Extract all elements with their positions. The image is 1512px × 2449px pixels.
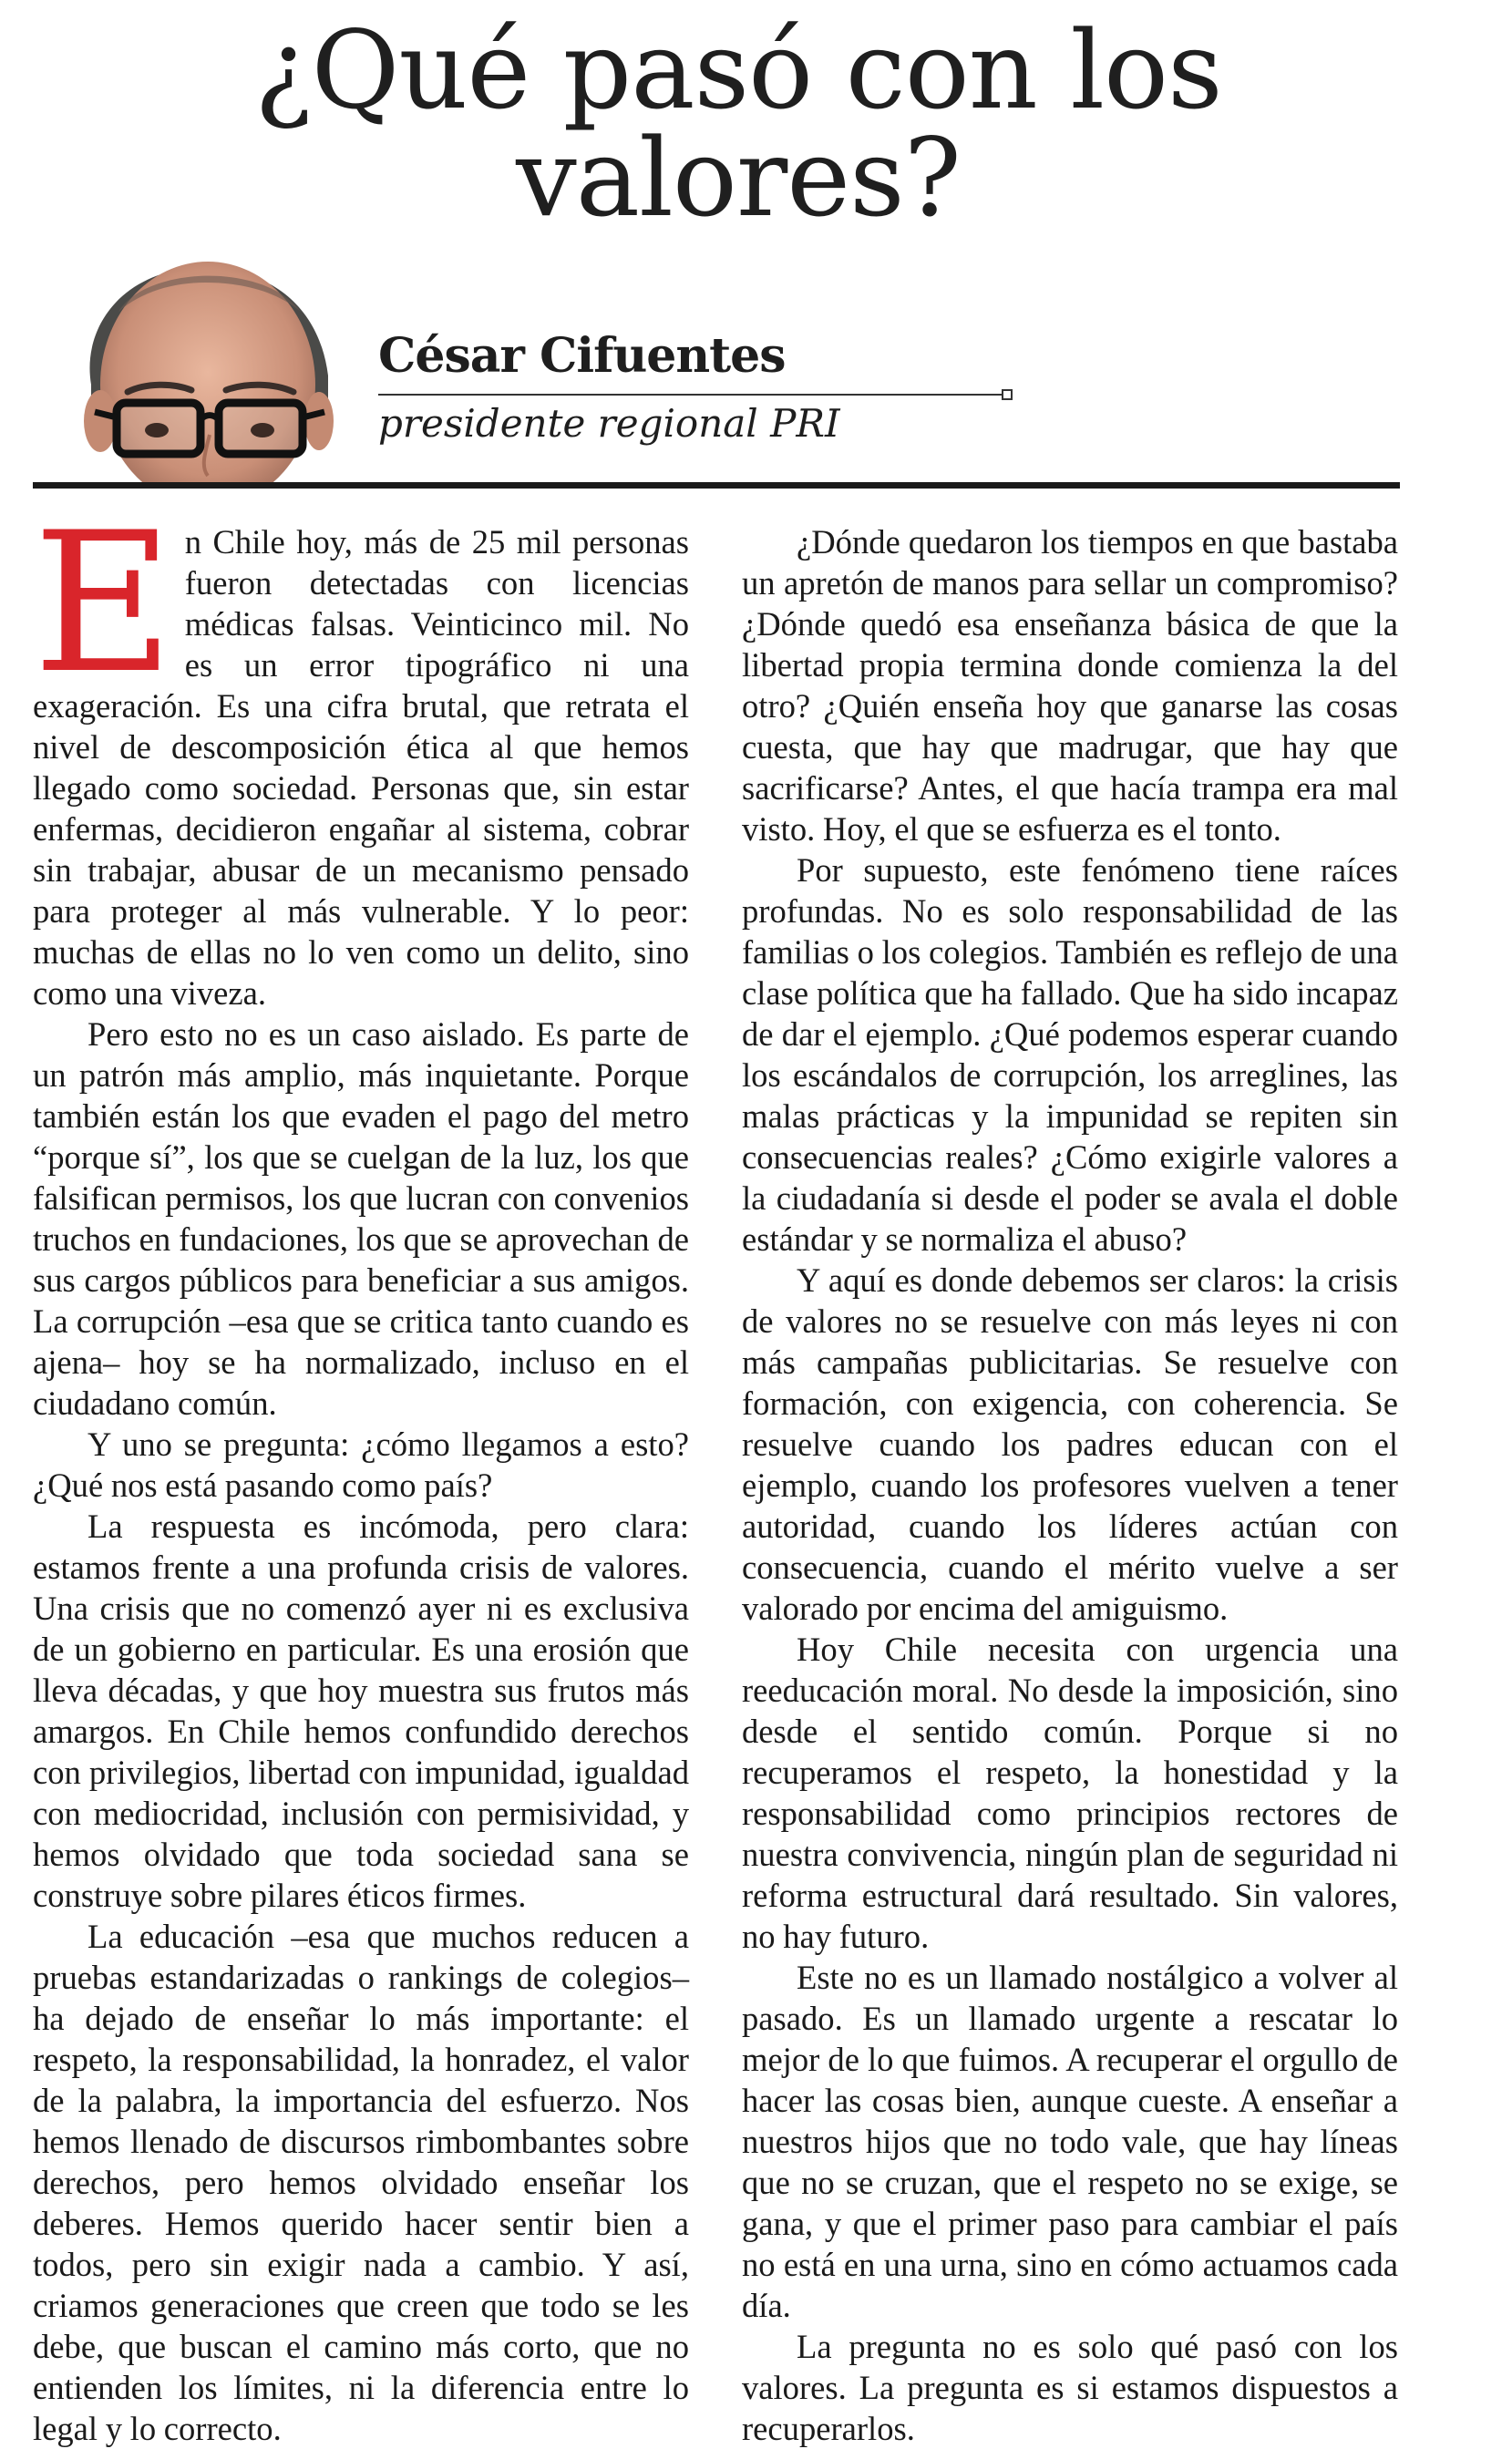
author-name: César Cifuentes <box>378 328 786 384</box>
article-paragraph: La respuesta es incómoda, pero clara: estamos frente a una profunda crisis de valores. Una crisis que no comenzó ayer ni es exclusiva de un gobierno en particular. Es una erosión que lleva décadas, y que hoy muestra sus frutos más amargos. En Chile hemos confundido derechos con privilegios, libertad con impunidad, igualdad con mediocridad, inclusión con permisividad, y hemos olvidado que toda sociedad sana se construye sobre pilares éticos firmes. <box>33 1507 689 1914</box>
article-paragraph: ¿Dónde quedaron los tiempos en que bastaba un apretón de manos para sellar un compromiso? ¿Dónde quedó esa enseñanza básica de que la libertad propia termina donde comienza la del otro? ¿Quién enseña hoy que ganarse las cosas cuesta, que hay que madrugar, que hay que sacrificarse? Antes, el que hacía trampa era mal visto. Hoy, el que se esfuerza es el tonto. <box>742 523 1398 848</box>
article-paragraph: Este no es un llamado nostálgico a volver al pasado. Es un llamado urgente a rescatar lo mejor de lo que fuimos. A recuperar el orgullo de hacer las cosas bien, aunque cueste. A enseñar a nuestros hijos que no todo vale, que hay líneas que no se cruzan, que el respeto no se exige, se gana, y que el primer paso para cambiar el país no está en una urna, sino en cómo actuamos cada día. <box>742 1959 1398 2324</box>
article-paragraph <box>33 490 689 1014</box>
first-paragraph-text: n Chile hoy, más de 25 mil personas fueron detectadas con licencias médicas falsas. Veinticinco mil. No es un error tipográfico ni una exageración. Es una cifra brutal, que retrata el nivel de descomposición ética al que hemos llegado como sociedad. Personas que, sin estar enfermas, decidieron engañar al sistema, cobrar sin trabajar, abusar de un mecanismo pensado para proteger al más vulnerable. Y lo peor: muchas de ellas no lo ven como un delito, sino como una viveza. <box>33 523 689 1012</box>
article-paragraph: Hoy Chile necesita con urgencia una reeducación moral. No desde la imposición, sino desde el sentido común. Porque si no recuperamos el respeto, la honestidad y la responsabilidad como principios rectores de nuestra convivencia, ningún plan de seguridad ni reforma estructural dará resultado. Sin valores, no hay futuro. <box>742 1631 1398 1955</box>
header-divider <box>33 482 1400 489</box>
article-column-right <box>742 521 1398 2449</box>
article-column-left <box>33 490 689 2449</box>
byline-rule <box>378 394 1003 396</box>
author-portrait-illustration <box>55 248 355 483</box>
article-paragraph: Por supuesto, este fenómeno tiene raíces profundas. No es solo responsabilidad de las familias o los colegios. También es reflejo de una clase política que ha fallado. Que ha sido incapaz de dar el ejemplo. ¿Qué podemos esperar cuando los escándalos de corrupción, los arreglines, las malas prácticas y la impunidad se repiten sin consecuencias reales? ¿Cómo exigirle valores a la ciudadanía si desde el poder se avala el doble estándar y se normaliza el abuso? <box>742 851 1398 1258</box>
author-photo <box>55 248 355 483</box>
article-paragraph: Y uno se pregunta: ¿cómo llegamos a esto? ¿Qué nos está pasando como país? <box>33 1425 689 1504</box>
author-role: presidente regional PRI <box>378 401 840 446</box>
article-paragraph: La pregunta no es solo qué pasó con los valores. La pregunta es si estamos dispuestos a recuperarlos. <box>742 2328 1398 2447</box>
article-headline: ¿Qué pasó con los valores? <box>254 7 1222 241</box>
article-paragraph: Y aquí es donde debemos ser claros: la crisis de valores no se resuelve con más leyes ni con más campañas publicitarias. Se resuelve con formación, con exigencia, con coherencia. Se resuelve cuando los padres educan con el ejemplo, cuando los profesores vuelven a tener autoridad, cuando los líderes actúan con consecuencia, cuando el mérito vuelve a ser valorado por encima del amiguismo. <box>742 1261 1398 1627</box>
drop-cap: E <box>33 490 174 715</box>
article-paragraph: La educación –esa que muchos reducen a pruebas estandarizadas o rankings de colegios– ha dejado de enseñar lo más importante: el respeto, la responsabilidad, la honradez, el valor de la palabra, la importancia del esfuerzo. Nos hemos llenado de discursos rimbombantes sobre derechos, pero hemos olvidado enseñar los deberes. Hemos querido hacer sentir bien a todos, pero sin exigir nada a cambio. Y así, criamos generaciones que creen que todo se les debe, que buscan el camino más corto, que no entienden los límites, ni la diferencia entre lo legal y lo correcto. <box>33 1918 689 2447</box>
article-paragraph: Pero esto no es un caso aislado. Es parte de un patrón más amplio, más inquietante. Porque también están los que evaden el pago del metro “porque sí”, los que se cuelgan de la luz, los que falsifican permisos, los que lucran con convenios truchos en fundaciones, los que se aprovechan de sus cargos públicos para beneficiar a sus amigos. La corrupción –esa que se critica tanto cuando es ajena– hoy se ha normalizado, incluso en el ciudadano común. <box>33 1015 689 1422</box>
byline-rule-ornament <box>1002 389 1013 400</box>
